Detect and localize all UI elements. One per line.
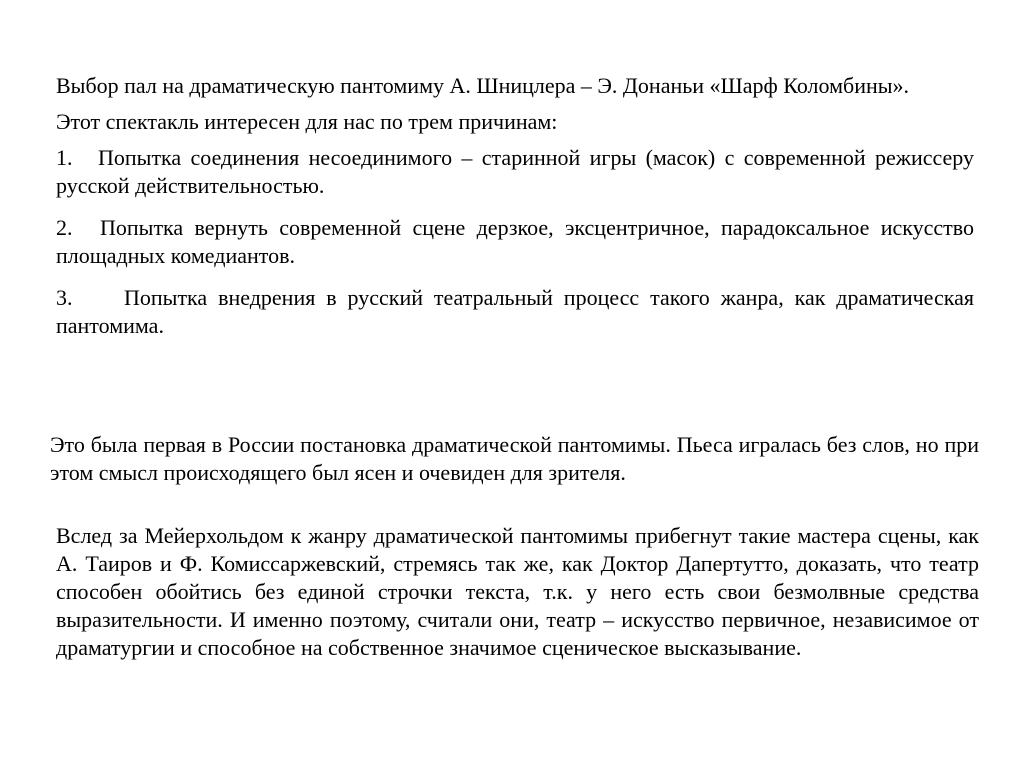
reasons-lead: Этот спектакль интересен для нас по трем причинам: <box>56 109 558 134</box>
reason-item <box>56 284 974 340</box>
reason-text: Попытка внедрения в русский театральный процесс такого жанра, как драматическая пантомима. <box>56 285 974 338</box>
reason-item <box>56 214 974 270</box>
reasons-section <box>56 72 974 340</box>
reason-text: Попытка вернуть современной сцене дерзкое, эксцентричное, парадоксальное искусство площадных комедиантов. <box>56 215 974 268</box>
first-production-paragraph: Это была первая в России постановка драматической пантомимы. Пьеса игралась без слов, но при этом смысл происходящего был ясен и очевиден для зрителя. <box>50 432 979 485</box>
conclusion-section <box>56 522 979 662</box>
first-production-section <box>50 431 979 487</box>
reason-number: 3. <box>56 285 73 310</box>
reason-item <box>56 144 974 200</box>
reason-number: 1. <box>56 145 73 170</box>
reason-number: 2. <box>56 215 73 240</box>
reason-text: Попытка соединения несоединимого – старинной игры (масок) с современной режиссеру русской действительностью. <box>56 145 974 198</box>
intro-paragraph: Выбор пал на драматическую пантомиму А. Шницлера – Э. Донаньи «Шарф Коломбины». <box>56 73 910 98</box>
conclusion-paragraph: Вслед за Мейерхольдом к жанру драматической пантомимы прибегнут такие мастера сцены, как А. Таиров и Ф. Комиссаржевский, стремясь так же, как Доктор Дапертутто, доказать, что театр способен обойтись без единой строчки текста, т.к. у него есть свои безмолвные средства выразительности. И именно поэтому, считали они, театр – искусство первичное, независимое от драматургии и способное на собственное значимое сценическое высказывание. <box>56 523 979 660</box>
